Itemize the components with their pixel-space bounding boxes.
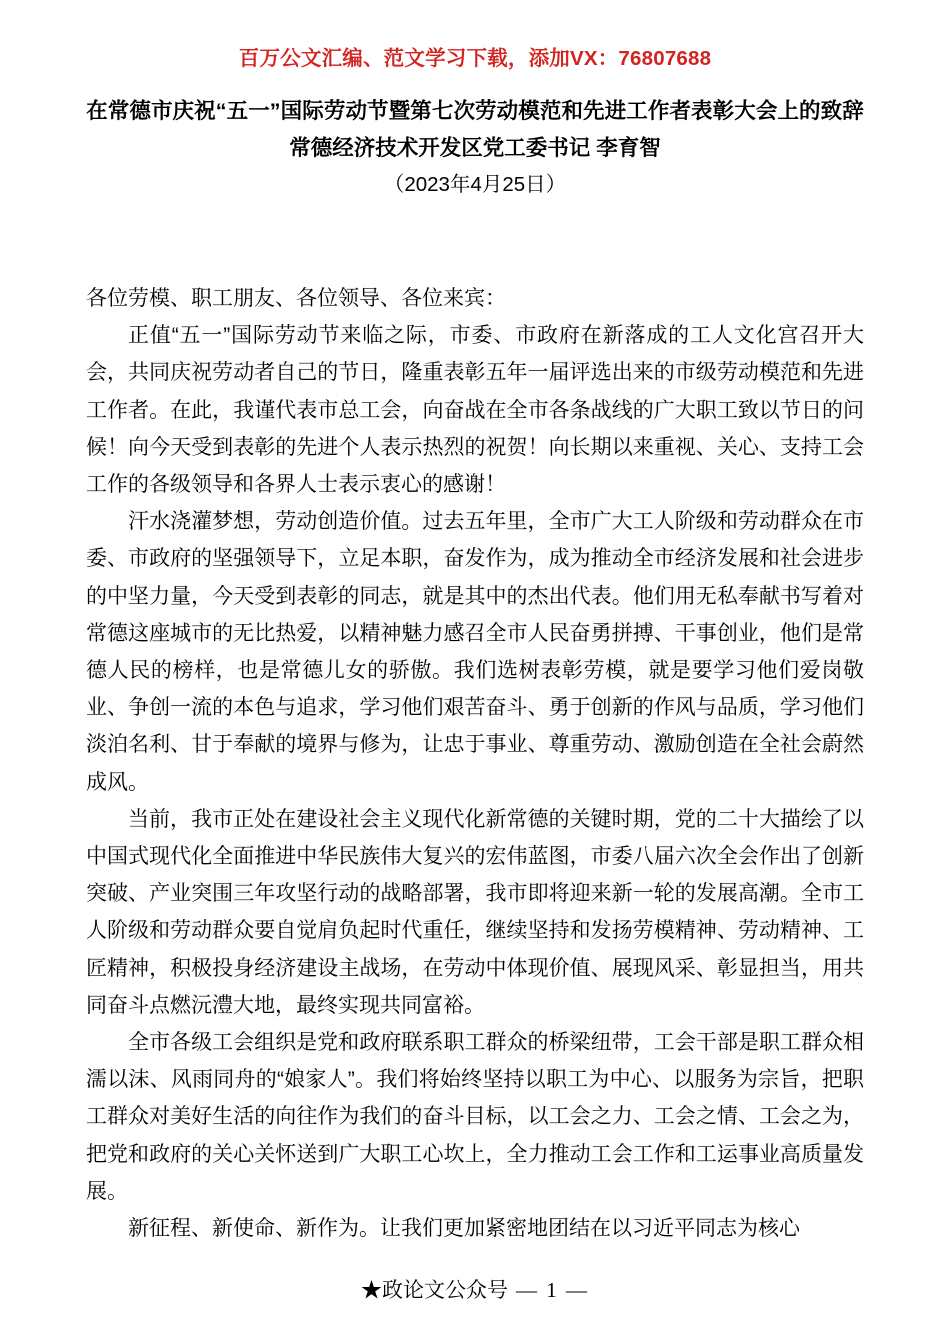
document-date: （2023年4月25日）: [383, 173, 567, 196]
page-number: — 1 —: [516, 1278, 589, 1302]
page-footer: [0, 1276, 950, 1304]
body-paragraph: 当前，我市正处在建设社会主义现代化新常德的关键时期，党的二十大描绘了以中国式现代化全面推进中华民族伟大复兴的宏伟蓝图，市委八届六次全会作出了创新突破、产业突围三年攻坚行动的战略部署，我市即将迎来新一轮的发展高潮。全市工人阶级和劳动群众要自觉肩负起时代重任，继续坚持和发扬劳模精神、劳动精神、工匠精神，积极投身经济建设主战场，在劳动中体现价值、展现风采、彰显担当，用共同奋斗点燃沅澧大地，最终实现共同富裕。: [86, 807, 864, 1017]
body-paragraph: 汗水浇灌梦想，劳动创造价值。过去五年里，全市广大工人阶级和劳动群众在市委、市政府的坚强领导下，立足本职，奋发作为，成为推动全市经济发展和社会进步的中坚力量，今天受到表彰的同志，就是其中的杰出代表。他们用无私奉献书写着对常德这座城市的无比热爱，以精神魅力感召全市人民奋勇拼搏、干事创业，他们是常德人民的榜样，也是常德儿女的骄傲。我们选树表彰劳模，就是要学习他们爱岗敬业、争创一流的本色与追求，学习他们艰苦奋斗、勇于创新的作风与品质，学习他们淡泊名利、甘于奉献的境界与修为，让忠于事业、尊重劳动、激励创造在全社会蔚然成风。: [86, 510, 864, 794]
page-title: 在常德市庆祝“五一”国际劳动节暨第七次劳动模范和先进工作者表彰大会上的致辞: [86, 99, 864, 123]
title-block: [84, 93, 866, 203]
promo-banner: 百万公文汇编、范文学习下载，添加VX：76807688: [238, 47, 712, 70]
salutation: 各位劳模、职工朋友、各位领导、各位来宾：: [86, 287, 506, 310]
body-paragraph: 正值“五一”国际劳动节来临之际，市委、市政府在新落成的工人文化宫召开大会，共同庆祝劳动者自己的节日，隆重表彰五年一届评选出来的市级劳动模范和先进工作者。在此，我谨代表市总工会，向奋战在全市各条战线的广大职工致以节日的问候！向今天受到表彰的先进个人表示热烈的祝贺！向长期以来重视、关心、支持工会工作的各级领导和各界人士表示衷心的感谢！: [86, 324, 864, 497]
body-paragraph: 新征程、新使命、新作为。让我们更加紧密地团结在以习近平同志为核心: [128, 1217, 800, 1241]
document-body: [86, 280, 864, 1247]
footer-watermark: ★政论文公众号: [361, 1278, 508, 1302]
body-paragraph: 全市各级工会组织是党和政府联系职工群众的桥梁纽带，工会干部是职工群众相濡以沫、风雨同舟的“娘家人”。我们将始终坚持以职工为中心、以服务为宗旨，把职工群众对美好生活的向往作为我们的奋斗目标，以工会之力、工会之情、工会之为，把党和政府的关心关怀送到广大职工心坎上，全力推动工会工作和工运事业高质量发展。: [86, 1031, 864, 1203]
document-byline: 常德经济技术开发区党工委书记 李育智: [289, 136, 661, 160]
